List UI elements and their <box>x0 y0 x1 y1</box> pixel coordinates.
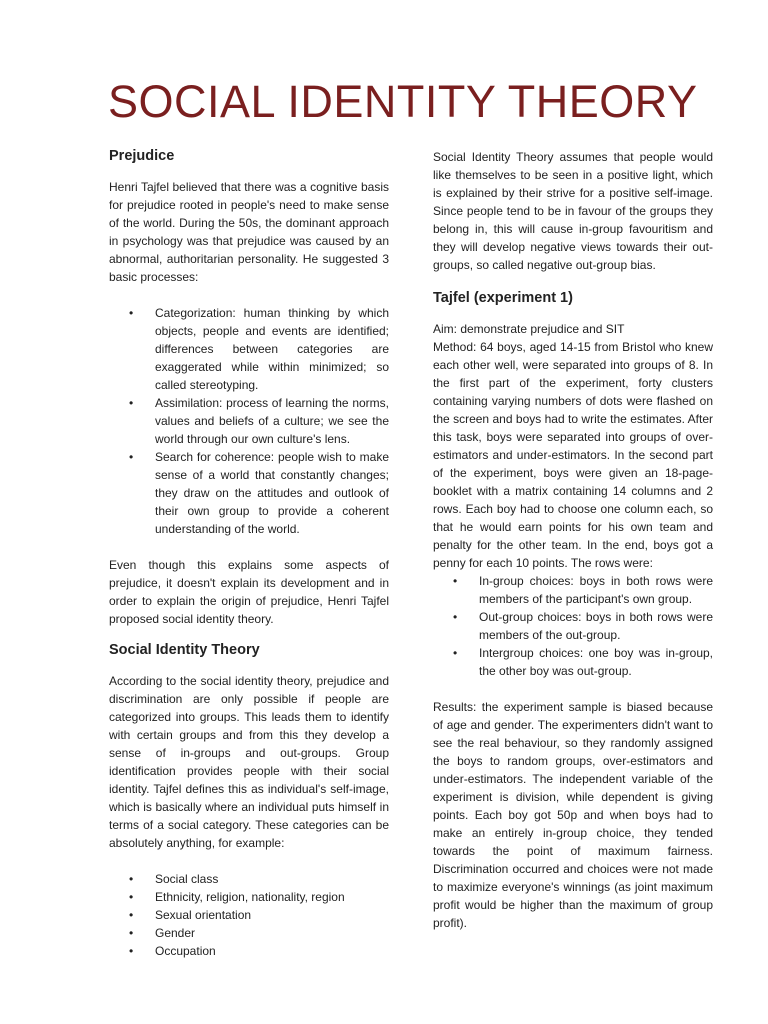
list-item: • Search for coherence: people wish to make sense of a world that constantly changes; they draw on the attitudes and outlook of their own group to provide a coherent understanding of the world. <box>155 448 389 538</box>
right-column <box>433 148 713 932</box>
left-column <box>109 148 389 960</box>
experiment-results: Results: the experiment sample is biased because of age and gender. The experimenters didn't want to see the real behaviour, so they randomly assigned the boys to random groups, over-estimators and under-estimators. The independent variable of the experiment is division, while dependent is giving points. Each boy got 50p and when boys had to make an entirely in-group choice, they tended towards the point of maximum fairness. Discrimination occurred and choices were not made to maximize everyone's winnings (as joint maximum profit would be higher than the maximum of group profit). <box>433 700 713 930</box>
list-item: • Categorization: human thinking by which objects, people and events are identified; differences between categories are exaggerated while within minimized; so called stereotyping. <box>155 304 389 394</box>
sit-body: According to the social identity theory, prejudice and discrimination are only possible if people are categorized into groups. This leads them to identify with certain groups and from this they develop a sense of in-groups and out-groups. Group identification provides people with their social identity. Tajfel defines this as individual's self-image, which is basically where an individual puts himself in terms of a social category. These categories can be absolutely anything, for example: <box>109 674 389 850</box>
experiment-aim: Aim: demonstrate prejudice and SIT <box>433 322 625 336</box>
list-item: • Intergroup choices: one boy was in-group, the other boy was out-group. <box>479 644 713 680</box>
page-title: SOCIAL IDENTITY THEORY <box>108 76 698 127</box>
list-item: • Gender <box>155 924 389 942</box>
list-item: • Ethnicity, religion, nationality, region <box>155 888 389 906</box>
sit-heading: Social Identity Theory <box>109 642 260 658</box>
list-item: • Occupation <box>155 942 389 960</box>
experiment-method: Method: 64 boys, aged 14-15 from Bristol who knew each other well, were separated into groups of 8. In the first part of the experiment, forty clusters containing varying numbers of dots were flashed on the screen and boys had to write the estimates. After this task, boys were separated into groups of over-estimators and under-estimators. In the second part of the experiment, boys were given an 18-page-booklet with a matrix containing 14 columns and 2 rows. Each boy had to choose one column each, so that he would earn points for his own team and penalty for the other team. In the end, boys got a penny for each 10 points. The rows were: <box>433 340 713 570</box>
categories-list <box>109 870 389 960</box>
experiment-heading: Tajfel (experiment 1) <box>433 290 573 306</box>
prejudice-heading: Prejudice <box>109 148 175 164</box>
list-item: • Sexual orientation <box>155 906 389 924</box>
list-item: • Assimilation: process of learning the norms, values and beliefs of a culture; we see the world through our own culture's lens. <box>155 394 389 448</box>
sit-assumption-paragraph: Social Identity Theory assumes that people would like themselves to be seen in a positive light, which is explained by their strive for a positive self-image. Since people tend to be in favour of the groups they belong in, this will cause in-group favouritism and they will develop negative views towards their out-groups, so called negative out-group bias. <box>433 150 713 272</box>
list-item: • In-group choices: boys in both rows were members of the participant's own group. <box>479 572 713 608</box>
rows-list <box>433 572 713 680</box>
list-item: • Out-group choices: boys in both rows were members of the out-group. <box>479 608 713 644</box>
list-item: • Social class <box>155 870 389 888</box>
prejudice-intro: Henri Tajfel believed that there was a cognitive basis for prejudice rooted in people's need to make sense of the world. During the 50s, the dominant approach in psychology was that prejudice was caused by an abnormal, authoritarian personality. He suggested 3 basic processes: <box>109 180 389 284</box>
prejudice-conclusion: Even though this explains some aspects of prejudice, it doesn't explain its development and in order to explain the origin of prejudice, Henri Tajfel proposed social identity theory. <box>109 558 389 626</box>
processes-list <box>109 304 389 538</box>
